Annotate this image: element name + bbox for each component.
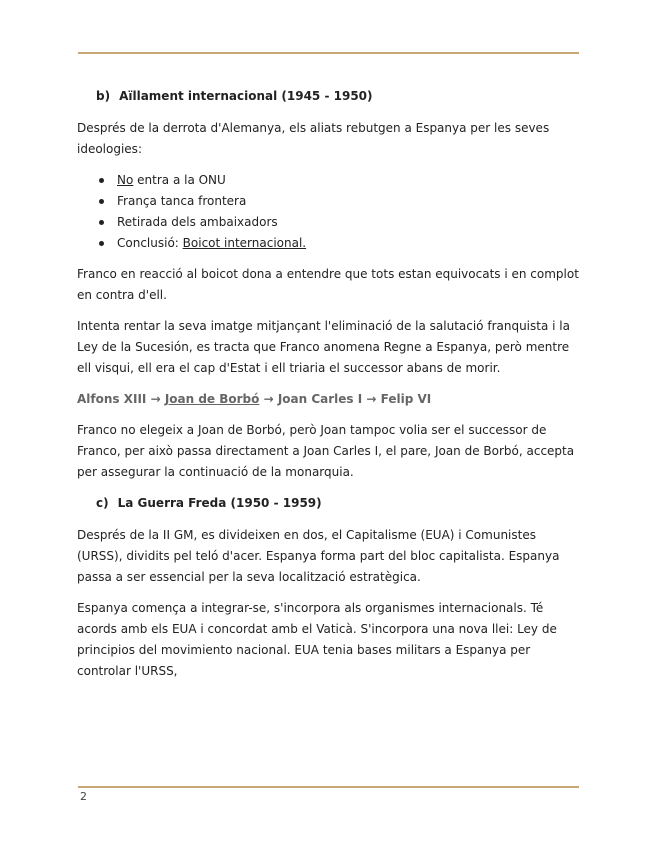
lineage-joan-borbo: Joan de Borbó (164, 392, 260, 406)
lineage-felip: Felip VI (380, 392, 432, 406)
footer-rule (78, 786, 579, 788)
lineage-alfons: Alfons XIII (77, 392, 147, 406)
underlined-text: Boicot internacional. (182, 236, 307, 250)
section-c-paragraph-1: Després de la II GM, es divideixen en dos, el Capitalisme (EUA) i Comunistes (URSS), dividits pel teló d'acer. Espanya forma part del bloc capitalista. Espanya passa a ser essencial per la seva localització estratègica. (77, 528, 560, 584)
list-item (77, 233, 582, 254)
document-body (77, 86, 582, 692)
list-item (77, 170, 582, 191)
section-b-letter: b) (96, 89, 111, 103)
arrow-icon: → (263, 392, 274, 406)
section-b-heading (96, 86, 582, 107)
section-b-bullet-list (77, 170, 582, 254)
section-b-paragraph-1: Franco en reacció al boicot dona a entendre que tots estan equivocats i en complot en contra d'ell. (77, 267, 579, 302)
list-item (77, 212, 582, 233)
bullet-dot (99, 241, 104, 246)
arrow-icon: → (366, 392, 377, 406)
list-item-text: Retirada dels ambaixadors (117, 215, 278, 229)
section-c-heading (96, 493, 582, 514)
succession-lineage (77, 389, 582, 410)
section-b-intro: Després de la derrota d'Alemanya, els aliats rebutgen a Espanya per les seves ideologies: (77, 121, 550, 156)
arrow-icon: → (150, 392, 161, 406)
bullet-dot (99, 178, 104, 183)
section-b-title: Aïllament internacional (1945 - 1950) (119, 89, 373, 103)
underlined-text: No (117, 173, 134, 187)
list-item (77, 191, 582, 212)
list-item-text: Conclusió: (117, 236, 183, 250)
section-c-letter: c) (96, 496, 109, 510)
bullet-dot (99, 199, 104, 204)
section-b-paragraph-2: Intenta rentar la seva imatge mitjançant l'eliminació de la salutació franquista i la Ley de la Sucesión, es tracta que Franco anomena Regne a Espanya, però mentre ell visqui, ell era el cap d'Estat i ell triaria el successor abans de morir. (77, 319, 570, 375)
page-number: 2 (80, 790, 87, 803)
list-item-text: entra a la ONU (133, 173, 226, 187)
bullet-dot (99, 220, 104, 225)
section-c-paragraph-2: Espanya comença a integrar-se, s'incorpora als organismes internacionals. Té acords amb els EUA i concordat amb el Vaticà. S'incorpora una nova llei: Ley de principios del movimiento nacional. EUA tenia bases militars a Espanya per controlar l'URSS, (77, 601, 557, 678)
section-c-title: La Guerra Freda (1950 - 1959) (117, 496, 322, 510)
list-item-text: França tanca frontera (117, 194, 247, 208)
header-rule (78, 52, 579, 54)
lineage-joan-carles: Joan Carles I (277, 392, 363, 406)
section-b-paragraph-3: Franco no elegeix a Joan de Borbó, però Joan tampoc volia ser el successor de Franco, per això passa directament a Joan Carles I, el pare, Joan de Borbó, accepta per assegurar la continuació de la monarquia. (77, 423, 575, 479)
